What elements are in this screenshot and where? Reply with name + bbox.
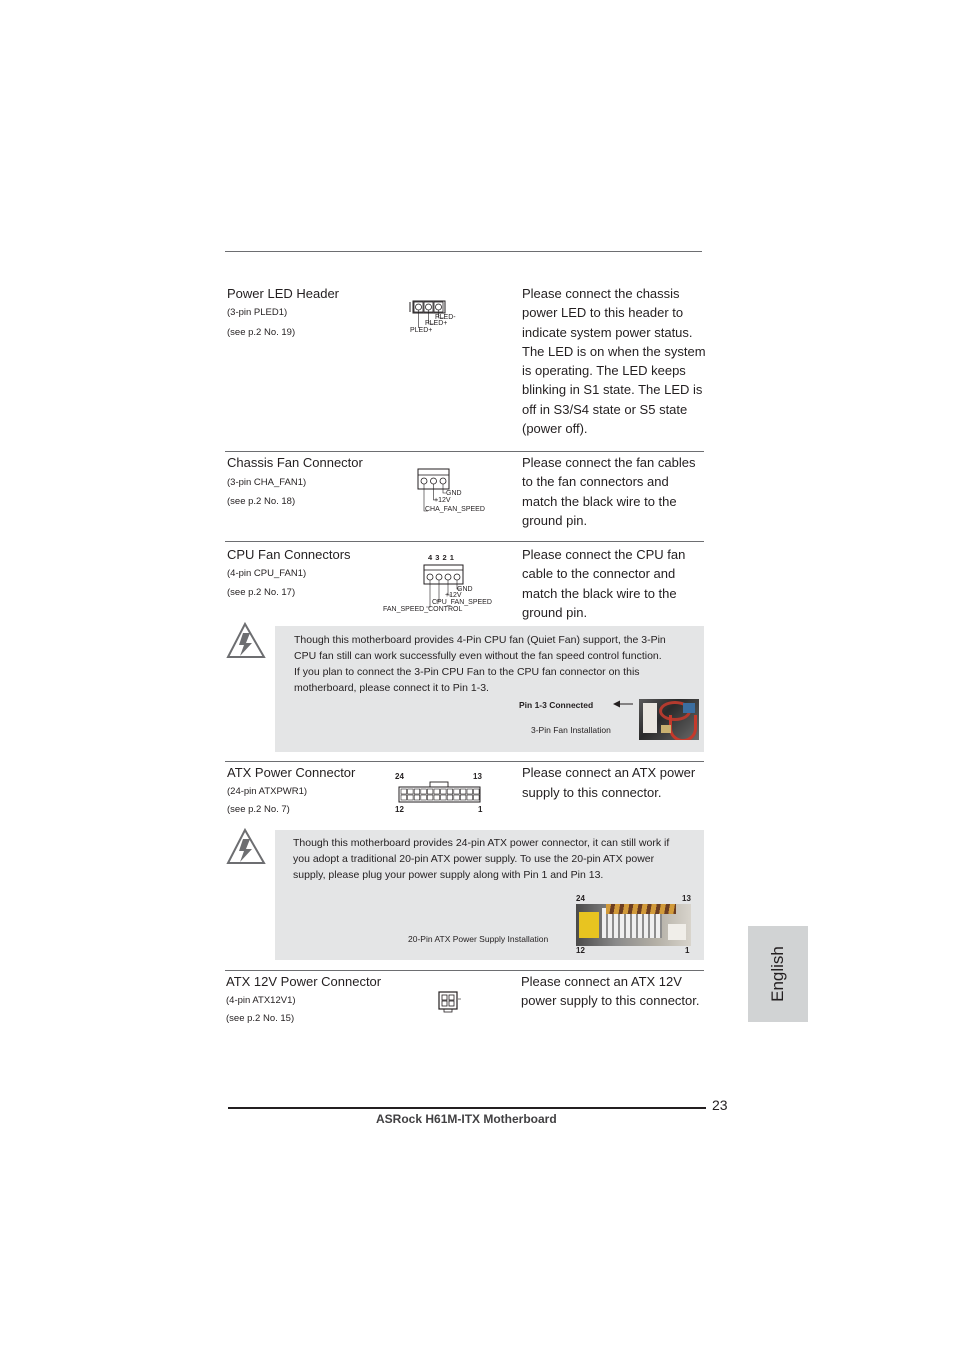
note-line: If you plan to connect the 3-Pin CPU Fan to the CPU fan connector on this: [294, 666, 640, 678]
section-pins: (4-pin CPU_FAN1): [227, 568, 307, 579]
diagram-label: FAN_SPEED_CONTROL: [383, 606, 463, 613]
desc-line: off in S3/S4 state or S5 state: [522, 401, 688, 417]
note-line: CPU fan still can work successfully even without the fan speed control function.: [294, 650, 662, 662]
note-caption: 3-Pin Fan Installation: [531, 725, 611, 735]
section-description: [522, 545, 712, 622]
side-tab-label: English: [768, 946, 787, 1002]
warning-lightning-icon: [225, 621, 267, 661]
diagram-label: 4 3 2 1: [428, 553, 455, 562]
photo-label: 13: [682, 894, 691, 903]
desc-line: supply to this connector.: [522, 785, 662, 801]
page-number: 23: [712, 1097, 728, 1113]
atx12v-connector-diagram: [437, 990, 463, 1014]
desc-line: Please connect the fan cables: [522, 455, 696, 470]
note-box-atx-power: [275, 830, 704, 960]
diagram-label: GND: [457, 586, 473, 593]
section-title: Chassis Fan Connector: [227, 455, 363, 470]
section-title: ATX Power Connector: [227, 765, 356, 780]
desc-line: The LED is on when the system: [522, 343, 706, 359]
section-pins: (3-pin CHA_FAN1): [227, 477, 307, 488]
section-description: [521, 972, 711, 1011]
section-divider: [225, 541, 704, 542]
warning-lightning-icon: [225, 827, 267, 867]
section-title: ATX 12V Power Connector: [226, 974, 382, 989]
desc-line: ground pin.: [522, 512, 588, 528]
desc-line: cable to the connector and: [522, 566, 676, 582]
section-ref: (see p.2 No. 15): [226, 1013, 295, 1024]
note-caption: 20-Pin ATX Power Supply Installation: [408, 934, 549, 944]
section-divider: [225, 451, 704, 452]
diagram-label: 24: [395, 772, 404, 781]
section-divider: [225, 970, 704, 971]
section-pins: (3-pin PLED1): [227, 307, 288, 318]
diagram-label: 1: [478, 805, 483, 814]
desc-line: Please connect an ATX 12V: [521, 974, 682, 989]
section-description: [522, 453, 712, 530]
section-pins: (24-pin ATXPWR1): [227, 786, 308, 797]
diagram-label: CPU_FAN_SPEED: [432, 599, 492, 606]
desc-line: power LED to this header to: [522, 305, 684, 321]
section-description: [522, 284, 712, 438]
section-title: CPU Fan Connectors: [227, 547, 351, 562]
atx-installation-photo: [576, 904, 691, 946]
note-text: [294, 632, 699, 696]
top-rule: [225, 251, 702, 252]
note-line: Though this motherboard provides 24-pin ATX power connector, it can still work if: [293, 837, 670, 849]
section-description: [522, 763, 712, 803]
section-ref: (see p.2 No. 7): [227, 804, 290, 815]
section-ref: (see p.2 No. 17): [227, 587, 296, 598]
section-ref: (see p.2 No. 19): [227, 327, 296, 338]
footer-product: ASRock H61M-ITX Motherboard: [376, 1112, 557, 1126]
section-ref: (see p.2 No. 18): [227, 496, 296, 507]
diagram-label: +12V: [434, 497, 451, 504]
desc-line: power supply to this connector.: [521, 993, 700, 1009]
desc-line: Please connect the chassis: [522, 286, 680, 301]
section-pins: (4-pin ATX12V1): [226, 995, 296, 1006]
diagram-label: PLED-: [435, 314, 456, 321]
footer-rule: [228, 1107, 706, 1109]
photo-label: 1: [685, 946, 690, 955]
diagram-label: +12V: [445, 592, 462, 599]
desc-line: Please connect the CPU fan: [522, 547, 686, 562]
diagram-label: PLED+: [425, 320, 448, 327]
desc-line: is operating. The LED keeps: [522, 363, 686, 379]
diagram-label: CHA_FAN_SPEED: [425, 506, 485, 513]
desc-line: indicate system power status.: [522, 324, 693, 340]
desc-line: to the fan connectors and: [522, 474, 669, 490]
note-line: supply, please plug your power supply along with Pin 1 and Pin 13.: [293, 869, 604, 881]
desc-line: (power off).: [522, 421, 588, 437]
section-divider: [225, 761, 704, 762]
diagram-label: 12: [395, 805, 404, 814]
left-arrow-icon: [613, 699, 635, 709]
diagram-label: GND: [446, 490, 462, 497]
desc-line: Please connect an ATX power: [522, 765, 696, 780]
note-line: Though this motherboard provides 4-Pin CPU fan (Quiet Fan) support, the 3-Pin: [294, 634, 666, 646]
note-text: [293, 835, 701, 883]
language-side-tab: [748, 926, 808, 1022]
section-title: Power LED Header: [227, 286, 339, 301]
photo-label: 24: [576, 894, 585, 903]
note-line: motherboard, please connect it to Pin 1-3.: [294, 682, 489, 694]
note-box-cpu-fan: [275, 626, 704, 752]
photo-label: 12: [576, 946, 585, 955]
diagram-label: 13: [473, 772, 482, 781]
desc-line: match the black wire to the: [522, 493, 677, 509]
fan-installation-photo: [639, 699, 699, 740]
pin-callout: Pin 1-3 Connected: [519, 700, 594, 710]
desc-line: ground pin.: [522, 604, 588, 620]
diagram-label: PLED+: [410, 327, 433, 334]
desc-line: blinking in S1 state. The LED is: [522, 382, 703, 398]
note-line: you adopt a traditional 20-pin ATX power supply. To use the 20-pin ATX power: [293, 853, 655, 865]
desc-line: match the black wire to the: [522, 585, 677, 601]
atx24-connector-diagram: [397, 781, 483, 805]
